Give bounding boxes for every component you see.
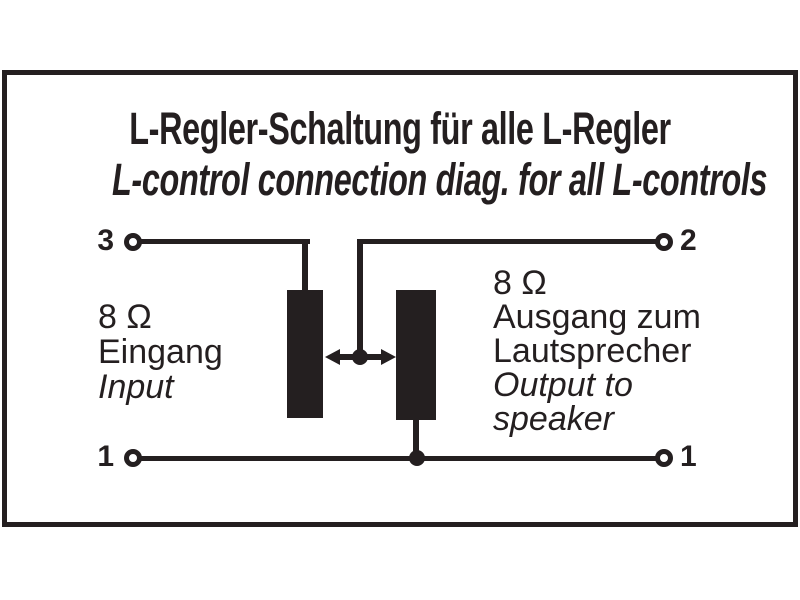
wire-terminal2-horizontal	[358, 239, 658, 244]
terminal-label-1-right: 1	[680, 440, 697, 473]
terminal-circle-3	[124, 233, 142, 251]
terminal-circle-1-right	[655, 449, 673, 467]
terminal-circle-1-left	[124, 449, 142, 467]
input-label-en: Input	[98, 368, 174, 406]
wire-terminal3-horizontal	[140, 239, 310, 244]
output-label-en-2: speaker	[493, 400, 614, 438]
terminal-circle-2	[655, 233, 673, 251]
output-label-en-1: Output to	[493, 366, 633, 404]
wiper-arrowhead-right-icon	[381, 349, 396, 365]
wire-terminal3-vertical	[302, 239, 308, 292]
output-label-de-1: Ausgang zum	[493, 298, 701, 336]
input-label-block	[98, 300, 223, 405]
wiper-junction-dot	[352, 349, 368, 365]
input-label-de: Eingang	[98, 333, 223, 371]
wire-wiper-vertical	[357, 239, 363, 359]
input-impedance: 8 Ω	[98, 298, 152, 336]
output-label-block	[493, 266, 701, 436]
bottom-junction-dot	[409, 450, 425, 466]
title-english: L-control connection diag. for all L-controls	[112, 154, 768, 205]
title-german: L-Regler-Schaltung für alle L-Regler	[129, 103, 671, 154]
terminal-label-3: 3	[97, 224, 114, 257]
wiper-arrowhead-left-icon	[325, 349, 340, 365]
resistor-element-right	[396, 290, 436, 420]
terminal-label-2: 2	[680, 224, 697, 257]
wire-bottom-horizontal	[140, 456, 658, 461]
output-impedance: 8 Ω	[493, 264, 547, 302]
terminal-label-1-left: 1	[97, 440, 114, 473]
output-label-de-2: Lautsprecher	[493, 332, 692, 370]
resistor-element-left	[287, 290, 323, 418]
